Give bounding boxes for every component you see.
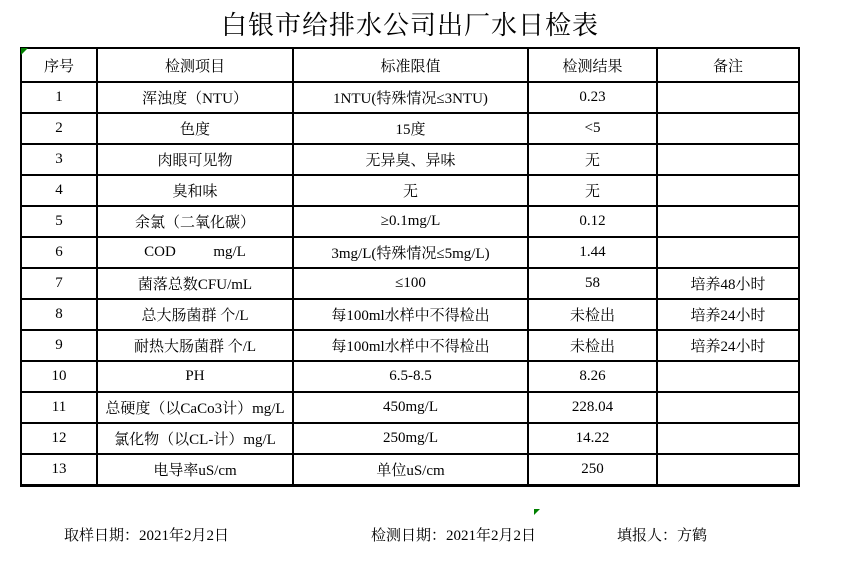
- result-cell: <5: [528, 113, 657, 144]
- table-row: [21, 175, 799, 206]
- green-corner-marker-icon: [21, 48, 28, 55]
- row-number-cell: 4: [21, 175, 97, 206]
- remark-cell: [657, 206, 799, 237]
- remark-cell: 培养24小时: [657, 299, 799, 330]
- table-row: [21, 82, 799, 113]
- header-cell-result: 检测结果: [528, 48, 657, 82]
- row-number-cell: 11: [21, 392, 97, 423]
- result-cell: 228.04: [528, 392, 657, 423]
- remark-cell: [657, 82, 799, 113]
- remark-cell: 培养24小时: [657, 330, 799, 361]
- result-cell: 无: [528, 144, 657, 175]
- result-cell: 8.26: [528, 361, 657, 392]
- result-cell: 未检出: [528, 299, 657, 330]
- table-row: [21, 237, 799, 268]
- item-cell: 肉眼可见物: [97, 144, 293, 175]
- limit-cell: 无异臭、异味: [293, 144, 528, 175]
- item-cell: 总大肠菌群 个/L: [97, 299, 293, 330]
- table-row: [21, 299, 799, 330]
- row-number-cell: 5: [21, 206, 97, 237]
- header-cell-item: 检测项目: [97, 48, 293, 82]
- remark-cell: [657, 144, 799, 175]
- item-cell: PH: [97, 361, 293, 392]
- remark-cell: [657, 237, 799, 268]
- limit-cell: 每100ml水样中不得检出: [293, 330, 528, 361]
- limit-cell: 6.5-8.5: [293, 361, 528, 392]
- table-row: [21, 454, 799, 485]
- table-row: [21, 113, 799, 144]
- table-header-row: [21, 48, 799, 82]
- remark-cell: [657, 454, 799, 485]
- remark-cell: [657, 113, 799, 144]
- sampling-date-label: 取样日期：2021年2月2日: [64, 528, 230, 544]
- table-row: [21, 423, 799, 454]
- result-cell: 1.44: [528, 237, 657, 268]
- limit-cell: 15度: [293, 113, 528, 144]
- item-cell: 氯化物（以CL-计）mg/L: [97, 423, 293, 454]
- item-cell: 耐热大肠菌群 个/L: [97, 330, 293, 361]
- header-cell-remark: 备注: [657, 48, 799, 82]
- test-date-label: 检测日期：2021年2月2日: [371, 528, 537, 544]
- item-cell: 余氯（二氧化碳）: [97, 206, 293, 237]
- result-cell: 58: [528, 268, 657, 299]
- table-row: [21, 144, 799, 175]
- remark-cell: 培养48小时: [657, 268, 799, 299]
- remark-cell: [657, 392, 799, 423]
- limit-cell: 3mg/L(特殊情况≤5mg/L): [293, 237, 528, 268]
- table-row: [21, 268, 799, 299]
- result-cell: 0.12: [528, 206, 657, 237]
- item-cell: 菌落总数CFU/mL: [97, 268, 293, 299]
- green-bottom-marker-icon: [534, 509, 540, 515]
- header-cell-limit: 标准限值: [293, 48, 528, 82]
- result-cell: 未检出: [528, 330, 657, 361]
- limit-cell: 1NTU(特殊情况≤3NTU): [293, 82, 528, 113]
- page-title: 白银市给排水公司出厂水日检表: [220, 11, 599, 40]
- limit-cell: 每100ml水样中不得检出: [293, 299, 528, 330]
- limit-cell: 单位uS/cm: [293, 454, 528, 485]
- result-cell: 14.22: [528, 423, 657, 454]
- result-cell: 无: [528, 175, 657, 206]
- inspection-table: [20, 47, 800, 487]
- result-cell: 0.23: [528, 82, 657, 113]
- remark-cell: [657, 361, 799, 392]
- row-number-cell: 8: [21, 299, 97, 330]
- table-row: [21, 361, 799, 392]
- limit-cell: 无: [293, 175, 528, 206]
- row-number-cell: 7: [21, 268, 97, 299]
- table-row: [21, 206, 799, 237]
- row-number-cell: 13: [21, 454, 97, 485]
- item-cell: 浑浊度（NTU）: [97, 82, 293, 113]
- remark-cell: [657, 175, 799, 206]
- remark-cell: [657, 423, 799, 454]
- row-number-cell: 10: [21, 361, 97, 392]
- limit-cell: 450mg/L: [293, 392, 528, 423]
- item-cell: 总硬度（以CaCo3计）mg/L: [97, 392, 293, 423]
- header-cell-index: 序号: [21, 48, 97, 82]
- row-number-cell: 1: [21, 82, 97, 113]
- limit-cell: 250mg/L: [293, 423, 528, 454]
- limit-cell: ≤100: [293, 268, 528, 299]
- limit-cell: ≥0.1mg/L: [293, 206, 528, 237]
- row-number-cell: 6: [21, 237, 97, 268]
- row-number-cell: 9: [21, 330, 97, 361]
- item-cell: COD mg/L: [97, 237, 293, 268]
- item-cell: 臭和味: [97, 175, 293, 206]
- row-number-cell: 12: [21, 423, 97, 454]
- row-number-cell: 3: [21, 144, 97, 175]
- reporter-label: 填报人：方鹤: [617, 528, 708, 544]
- row-number-cell: 2: [21, 113, 97, 144]
- table-row: [21, 330, 799, 361]
- table-row: [21, 392, 799, 423]
- item-cell: 电导率uS/cm: [97, 454, 293, 485]
- item-cell: 色度: [97, 113, 293, 144]
- result-cell: 250: [528, 454, 657, 485]
